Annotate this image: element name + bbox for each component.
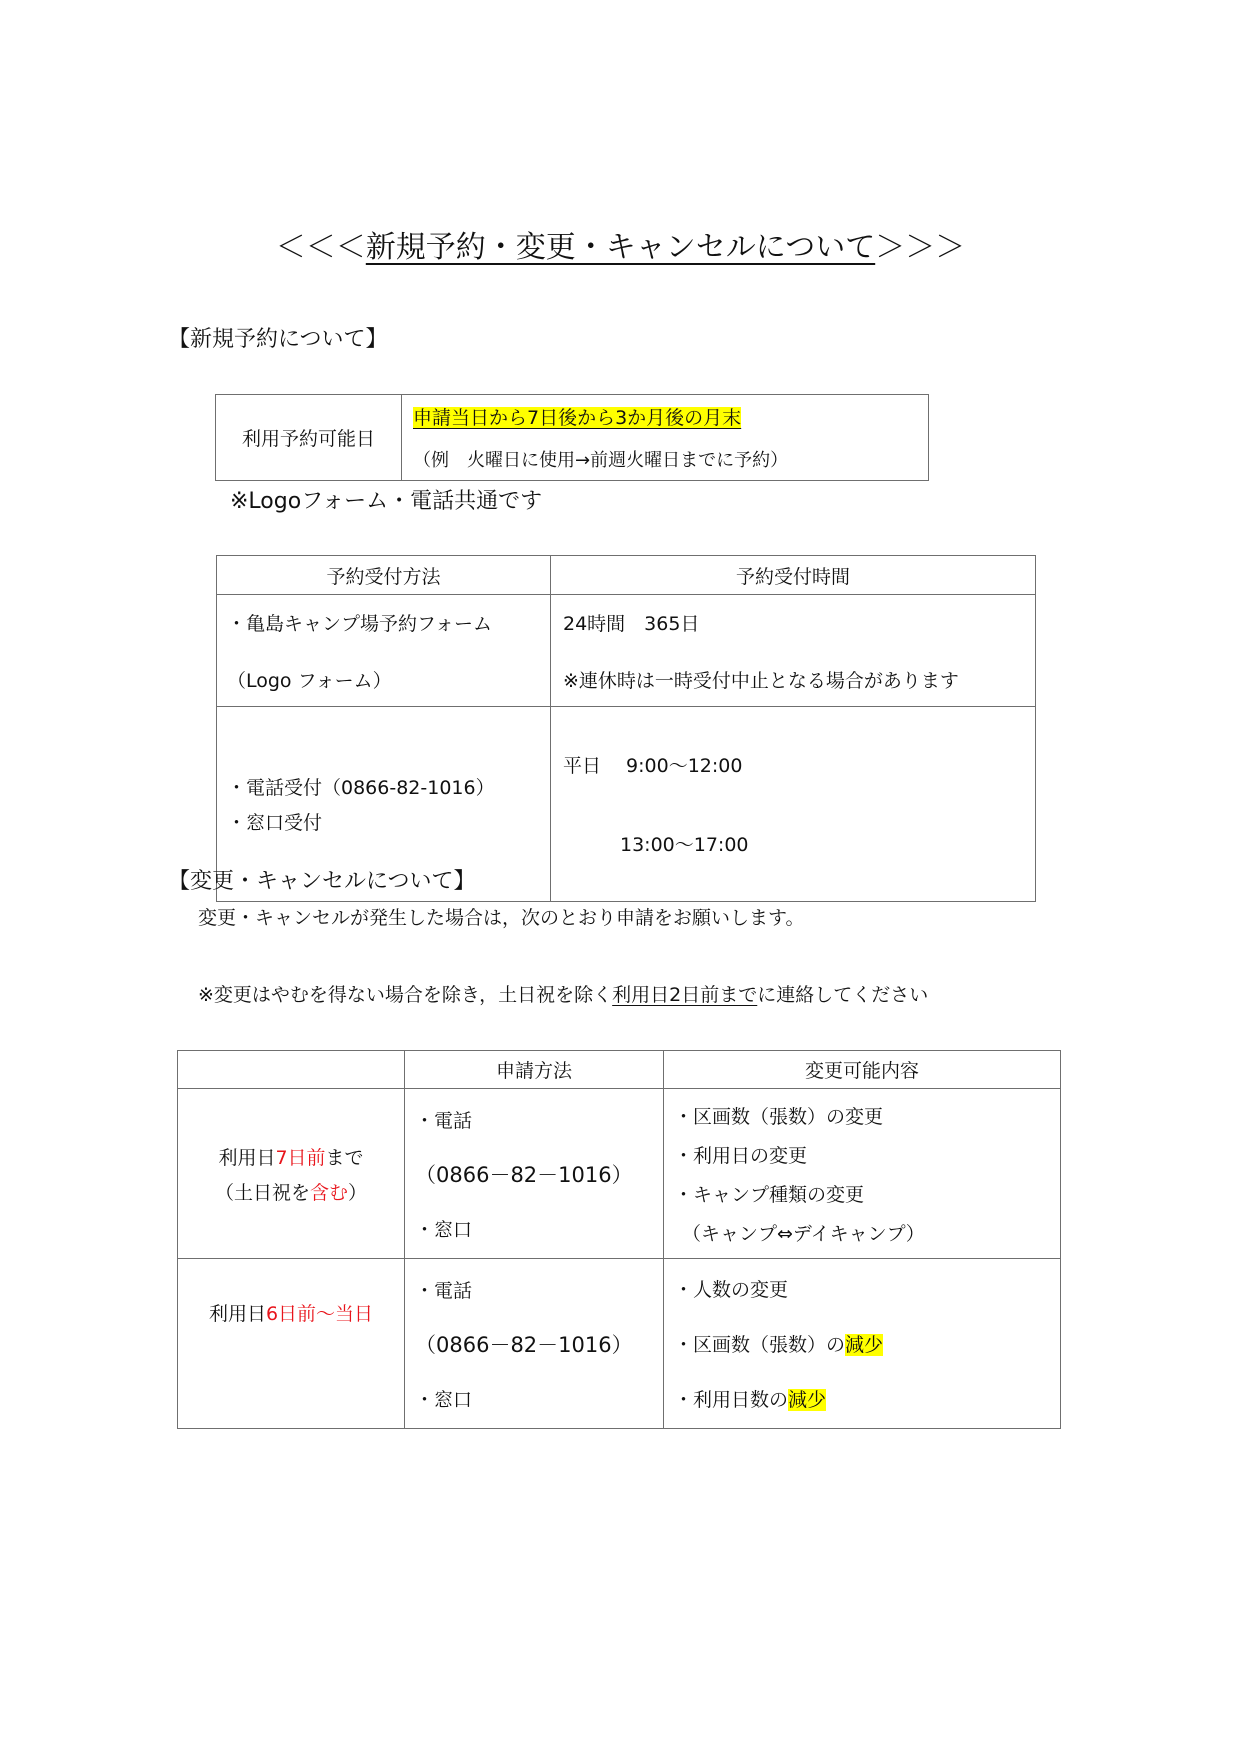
method-phone: ・電話 <box>415 1279 473 1302</box>
page-title <box>0 222 1241 266</box>
time-form: 24時間 365日 <box>563 612 700 635</box>
method-phone-number: （0866－82－1016） <box>415 1332 633 1357</box>
time-weekday-pm: 13:00～17:00 <box>563 834 749 856</box>
table-row <box>178 1259 1061 1429</box>
availability-label: 利用予約可能日 <box>216 395 402 481</box>
time-weekday-am: 平日 9:00～12:00 <box>563 755 743 777</box>
method-phone: ・電話受付（0866-82-1016） <box>227 777 495 799</box>
period-7days-sub: （土日祝を含む） <box>214 1181 368 1204</box>
change-item: ・区画数（張数）の変更 <box>674 1105 884 1128</box>
header-time: 予約受付時間 <box>551 556 1036 595</box>
title-prefix: ＜＜＜ <box>275 230 366 265</box>
note-suffix: に連絡してください <box>757 984 929 1006</box>
header-method: 予約受付方法 <box>217 556 551 595</box>
change-item-sub: （キャンプ⇔デイキャンプ） <box>682 1222 925 1245</box>
method-counter: ・窓口受付 <box>227 812 323 834</box>
change-cancel-intro: 変更・キャンセルが発生した場合は，次のとおり申請をお願いします。 <box>198 907 805 929</box>
period-6days: 利用日6日前～当日 <box>208 1303 374 1325</box>
method-counter: ・窓口 <box>415 1218 473 1241</box>
method-form: ・亀島キャンプ場予約フォーム <box>227 612 493 635</box>
header-changeable-content: 変更可能内容 <box>664 1051 1061 1089</box>
method-phone-number: （0866－82－1016） <box>415 1162 633 1187</box>
change-cancel-note <box>198 980 928 1007</box>
note-prefix: ※変更はやむを得ない場合を除き，土日祝を除く <box>198 984 613 1006</box>
new-reservation-heading: 【新規予約について】 <box>168 327 388 352</box>
time-form-note: ※連休時は一時受付中止となる場合があります <box>563 669 959 692</box>
change-item: ・利用日数の減少 <box>674 1389 827 1411</box>
table-row <box>217 595 1036 707</box>
availability-example: （例 火曜日に使用→前週火曜日までに予約） <box>402 438 929 481</box>
table-row <box>178 1089 1061 1259</box>
note-deadline: 利用日2日前まで <box>612 984 758 1006</box>
change-item: ・キャンプ種類の変更 <box>674 1183 865 1206</box>
highlight-decrease: 減少 <box>845 1334 884 1356</box>
method-form-sub: （Logo フォーム） <box>227 669 392 692</box>
header-period <box>178 1051 405 1089</box>
change-item: ・利用日の変更 <box>674 1144 808 1167</box>
title-main: 新規予約・変更・キャンセルについて <box>365 230 876 265</box>
header-application-method: 申請方法 <box>405 1051 664 1089</box>
change-item: ・人数の変更 <box>674 1279 789 1301</box>
period-7days: 利用日7日前まで <box>218 1146 364 1169</box>
highlight-decrease: 減少 <box>788 1389 827 1411</box>
method-phone: ・電話 <box>415 1109 473 1132</box>
change-cancel-table <box>177 1050 1061 1429</box>
availability-table <box>215 394 929 481</box>
change-cancel-heading: 【変更・キャンセルについて】 <box>168 869 476 894</box>
common-note: ※Logoフォーム・電話共通です <box>230 489 543 514</box>
availability-value-cell <box>402 395 929 438</box>
method-counter: ・窓口 <box>415 1388 473 1411</box>
title-suffix: ＞＞＞ <box>875 230 966 265</box>
availability-value: 申請当日から7日後から3か月後の月末 <box>413 406 742 429</box>
change-item: ・区画数（張数）の減少 <box>674 1334 884 1356</box>
reception-methods-table <box>216 555 1036 902</box>
